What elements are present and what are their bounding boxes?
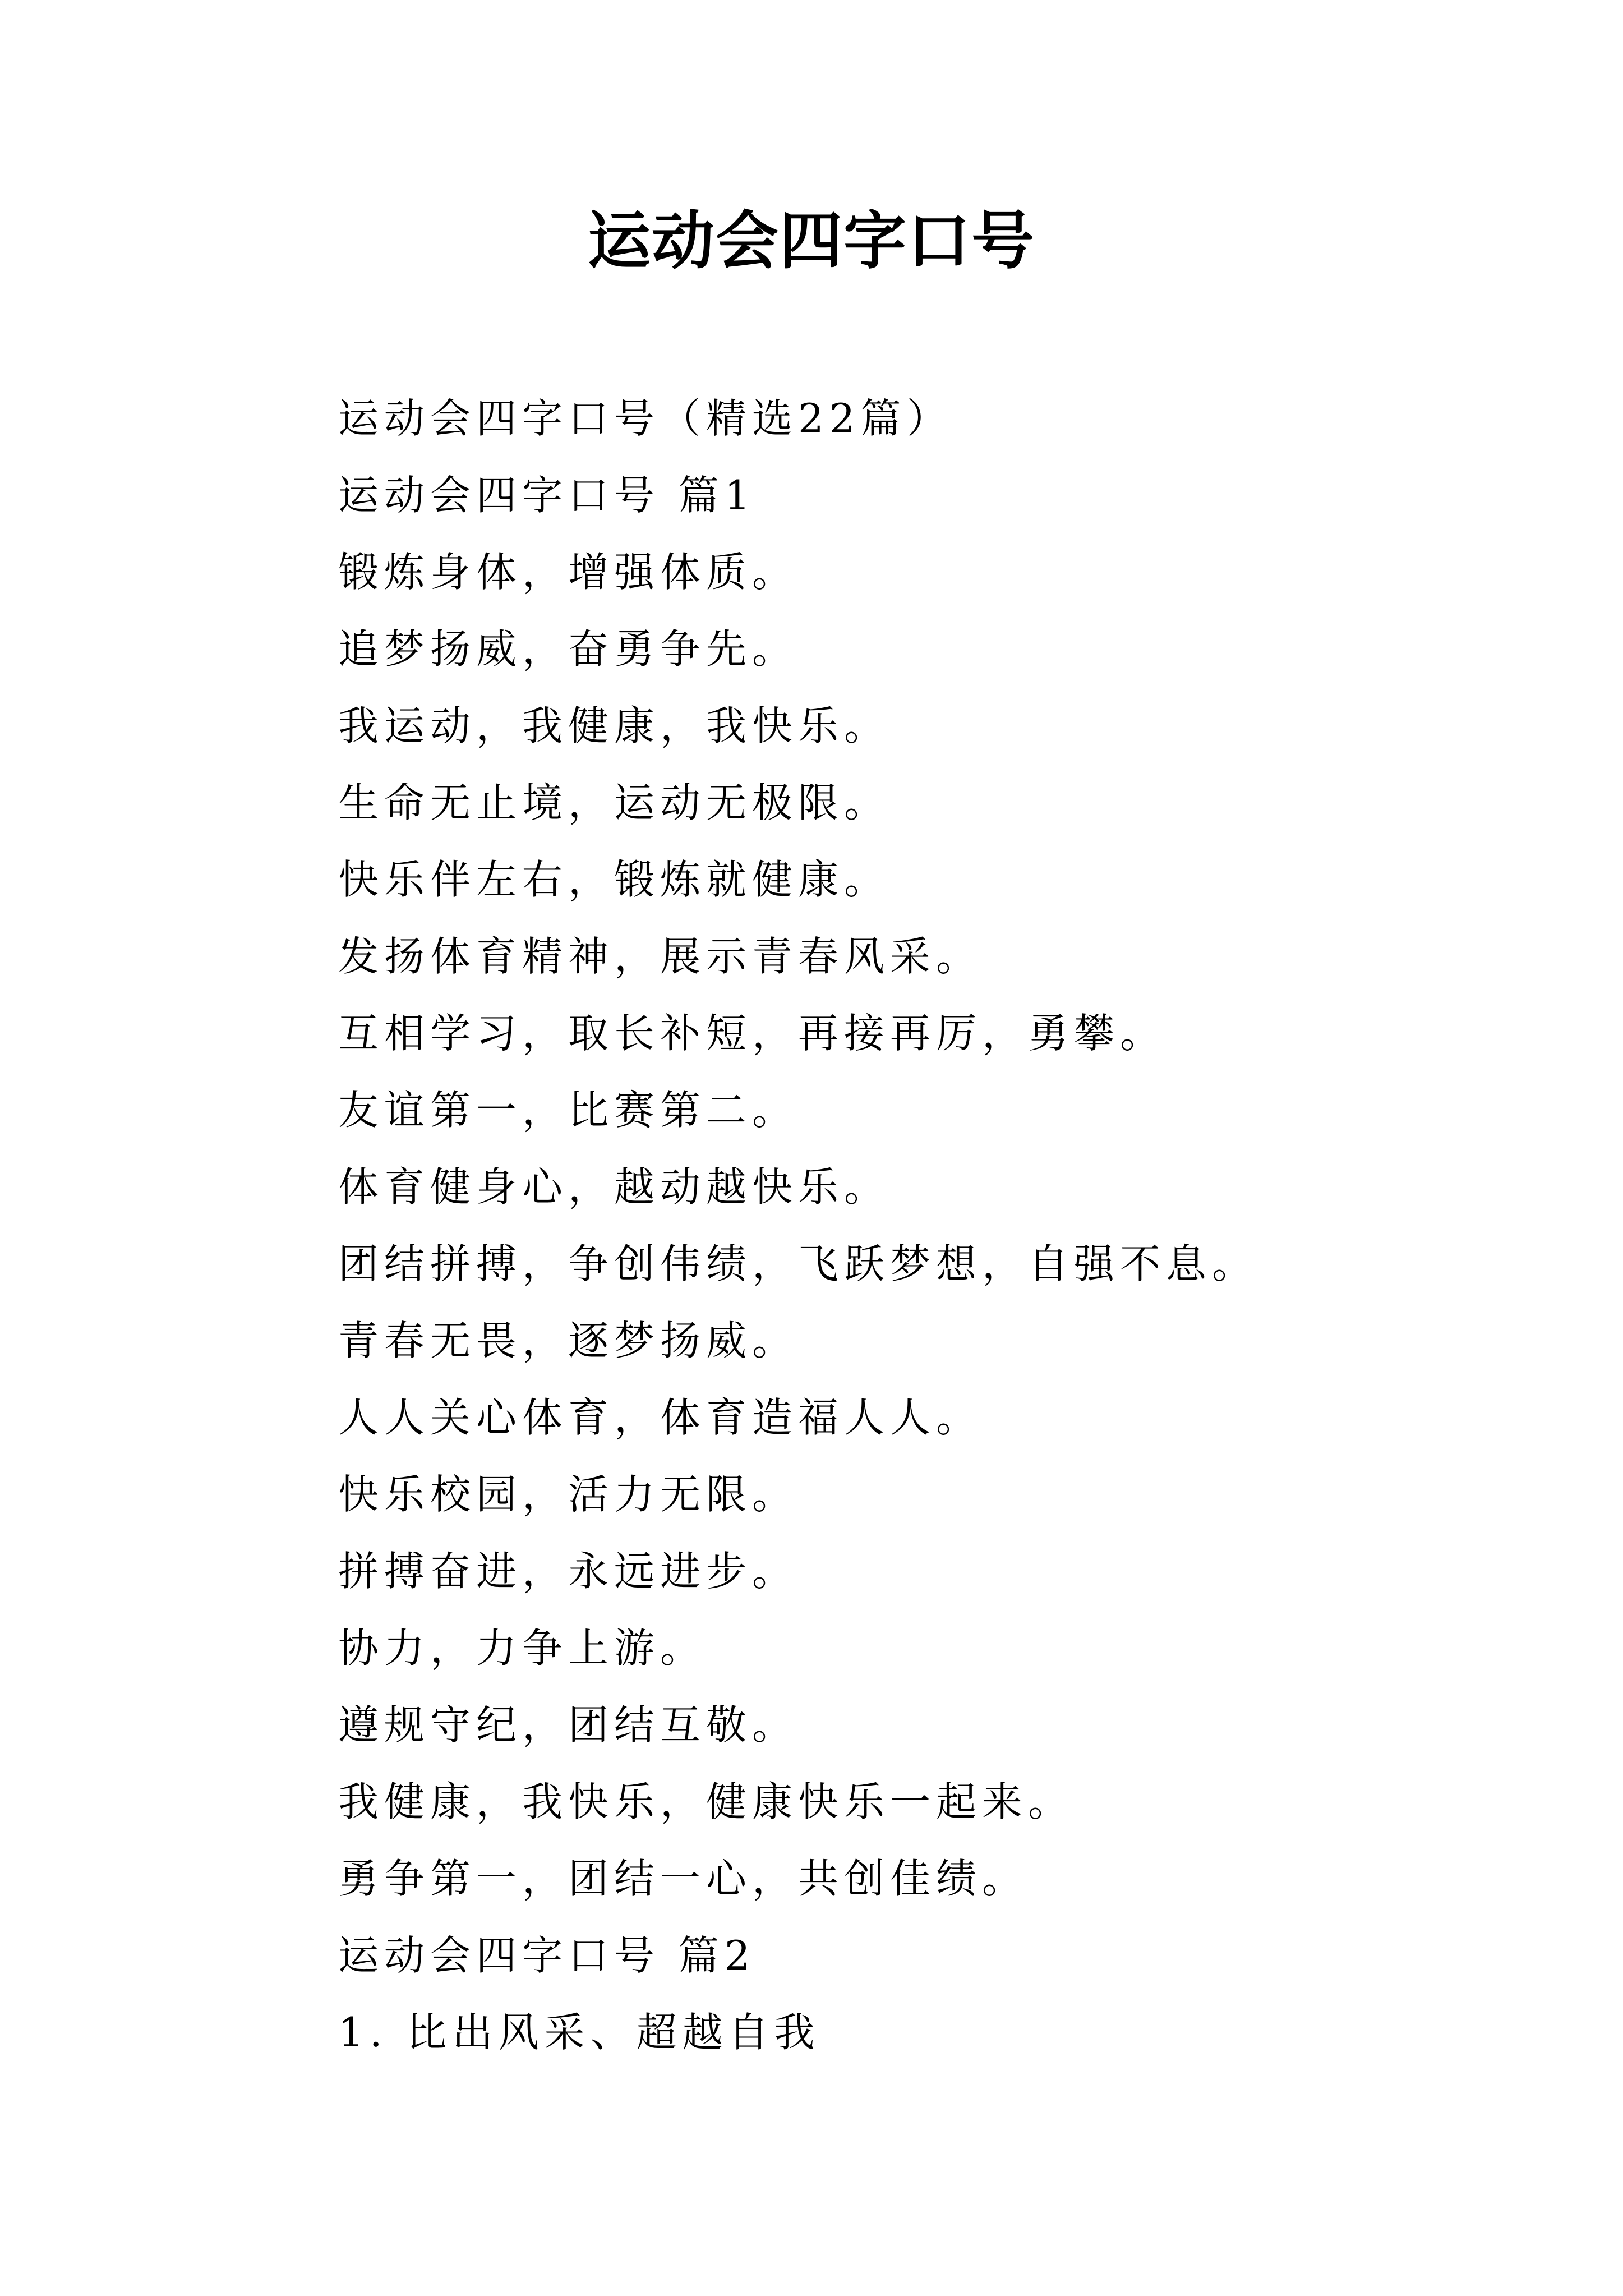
section-heading-1: 运动会四字口号 篇1 — [338, 472, 756, 519]
slogan-line: 我健康，我快乐，健康快乐一起来。 — [338, 1778, 1075, 1825]
slogan-line: 青春无畏，逐梦扬威。 — [338, 1317, 799, 1364]
document-title: 运动会四字口号 — [588, 204, 1035, 278]
section-heading-2: 运动会四字口号 篇2 — [338, 1932, 756, 1979]
numbered-slogan: 1. 比出风采、超越自我 — [338, 2009, 820, 2056]
slogan-line: 协力，力争上游。 — [338, 1625, 707, 1672]
slogan-line: 勇争第一，团结一心，共创佳绩。 — [338, 1855, 1029, 1902]
slogan-line: 锻炼身体，增强体质。 — [338, 549, 799, 596]
slogan-line: 人人关心体育，体育造福人人。 — [338, 1394, 983, 1441]
doc-subtitle: 运动会四字口号（精选22篇） — [338, 395, 953, 442]
document-body — [338, 380, 1516, 2071]
slogan-line: 发扬体育精神，展示青春风采。 — [338, 933, 983, 980]
slogan-line: 遵规守纪，团结互敬。 — [338, 1701, 799, 1749]
slogan-line: 体育健身心，越动越快乐。 — [338, 1163, 891, 1211]
slogan-line: 快乐校园，活力无限。 — [338, 1471, 799, 1518]
slogan-line: 互相学习，取长补短，再接再厉，勇攀。 — [338, 1010, 1166, 1057]
slogan-line: 友谊第一，比赛第二。 — [338, 1087, 799, 1134]
slogan-line: 快乐伴左右，锻炼就健康。 — [338, 856, 891, 903]
slogan-line: 生命无止境，运动无极限。 — [338, 779, 891, 826]
slogan-line: 我运动，我健康，我快乐。 — [338, 702, 891, 749]
slogan-line: 追梦扬威，奋勇争先。 — [338, 625, 799, 673]
slogan-line: 团结拼搏，争创伟绩，飞跃梦想，自强不息。 — [338, 1240, 1258, 1287]
slogan-line: 拼搏奋进，永远进步。 — [338, 1548, 799, 1595]
